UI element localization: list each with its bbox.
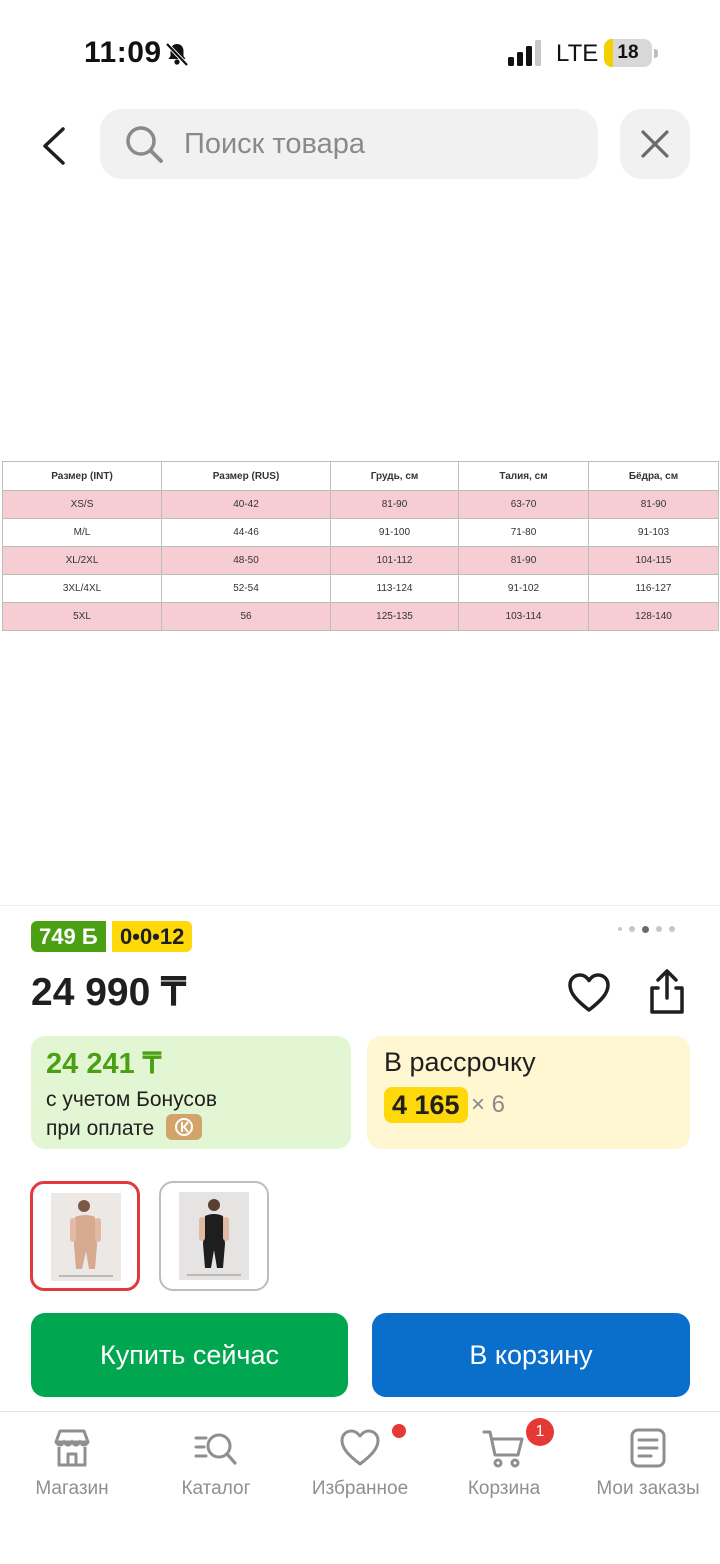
tab-shop[interactable] bbox=[0, 1412, 144, 1512]
size-chart-cell: 113-124 bbox=[331, 575, 459, 603]
size-chart-cell: 44-46 bbox=[162, 519, 331, 547]
bottom-tab-bar bbox=[0, 1411, 720, 1564]
share-icon bbox=[644, 968, 690, 1016]
status-time: 11:09 bbox=[84, 36, 162, 69]
size-chart-cell: 48-50 bbox=[162, 547, 331, 575]
size-chart-image[interactable] bbox=[2, 461, 719, 631]
bonus-price-card[interactable] bbox=[31, 1036, 351, 1149]
installment-title: В рассрочку bbox=[384, 1047, 536, 1077]
size-chart-cell: 52-54 bbox=[162, 575, 331, 603]
signal-icon bbox=[508, 40, 544, 66]
size-chart-header: Размер (INT) bbox=[3, 462, 162, 491]
heart-icon bbox=[566, 970, 612, 1016]
size-chart-cell: 71-80 bbox=[459, 519, 589, 547]
size-chart-cell: 5XL bbox=[3, 603, 162, 631]
size-chart-cell: M/L bbox=[3, 519, 162, 547]
battery-level: 18 bbox=[617, 42, 639, 63]
installment-card[interactable] bbox=[367, 1036, 690, 1149]
color-variant-thumbnail-black[interactable] bbox=[159, 1181, 269, 1291]
product-thumbnail-image bbox=[179, 1192, 249, 1280]
size-chart-cell: 91-102 bbox=[459, 575, 589, 603]
size-chart-cell: 40-42 bbox=[162, 491, 331, 519]
size-chart-row bbox=[3, 491, 719, 519]
bonus-note-line: с учетом Бонусов bbox=[46, 1088, 217, 1111]
bonus-note-line-2 bbox=[46, 1114, 217, 1143]
size-chart-cell: 63-70 bbox=[459, 491, 589, 519]
tab-cart[interactable] bbox=[432, 1412, 576, 1512]
size-chart-cell: XS/S bbox=[3, 491, 162, 519]
size-chart-cell: 104-115 bbox=[589, 547, 719, 575]
divider bbox=[0, 905, 720, 906]
cart-icon bbox=[482, 1426, 526, 1470]
shop-icon bbox=[50, 1426, 94, 1470]
buy-now-button[interactable]: Купить сейчас bbox=[31, 1313, 348, 1397]
tab-label: Избранное bbox=[311, 1478, 409, 1499]
installment-amount: 4 165 bbox=[384, 1087, 468, 1123]
size-chart-header-row bbox=[3, 462, 719, 491]
status-bar bbox=[0, 0, 720, 100]
size-chart-cell: 56 bbox=[162, 603, 331, 631]
bonus-badge: 749 Б bbox=[31, 921, 106, 952]
size-chart-cell: 91-103 bbox=[589, 519, 719, 547]
kaspi-pay-icon bbox=[166, 1114, 202, 1140]
installment-times: × 6 bbox=[471, 1091, 506, 1118]
size-chart-cell: XL/2XL bbox=[3, 547, 162, 575]
bonus-note bbox=[46, 1085, 217, 1143]
size-chart-row bbox=[3, 603, 719, 631]
size-chart-row bbox=[3, 547, 719, 575]
size-chart-header: Талия, см bbox=[459, 462, 589, 491]
heart-icon bbox=[338, 1426, 382, 1470]
size-chart-cell: 81-90 bbox=[459, 547, 589, 575]
tab-label: Каталог bbox=[181, 1478, 251, 1499]
network-type: LTE bbox=[556, 40, 599, 67]
search-bar[interactable] bbox=[100, 109, 598, 179]
share-button[interactable] bbox=[644, 968, 690, 1016]
search-icon bbox=[124, 124, 164, 164]
tab-favorites[interactable] bbox=[288, 1412, 432, 1512]
bell-off-icon bbox=[163, 40, 191, 68]
favorite-button[interactable] bbox=[566, 970, 612, 1016]
pagination-dot bbox=[618, 927, 622, 931]
chevron-left-icon bbox=[39, 125, 69, 167]
tab-my-orders[interactable] bbox=[576, 1412, 720, 1512]
cart-count-badge: 1 bbox=[526, 1418, 554, 1446]
bonus-note-line: при оплате bbox=[46, 1117, 155, 1140]
size-chart-cell: 91-100 bbox=[331, 519, 459, 547]
battery-icon bbox=[604, 39, 658, 67]
size-chart-header: Бёдра, см bbox=[589, 462, 719, 491]
size-chart-cell: 101-112 bbox=[331, 547, 459, 575]
back-button[interactable] bbox=[26, 118, 82, 174]
product-thumbnail-image bbox=[51, 1193, 121, 1281]
size-chart-header: Размер (RUS) bbox=[162, 462, 331, 491]
pagination-dot bbox=[656, 926, 662, 932]
color-variant-thumbnail-beige[interactable] bbox=[30, 1181, 140, 1291]
orders-icon bbox=[626, 1426, 670, 1470]
size-chart-row bbox=[3, 575, 719, 603]
size-chart-header: Грудь, см bbox=[331, 462, 459, 491]
gallery-pagination bbox=[618, 925, 675, 933]
tab-label: Магазин bbox=[35, 1478, 109, 1499]
catalog-search-icon bbox=[194, 1426, 238, 1470]
pagination-dot-active bbox=[642, 926, 649, 933]
size-chart-cell: 81-90 bbox=[589, 491, 719, 519]
tab-catalog[interactable] bbox=[144, 1412, 288, 1512]
size-chart-cell: 128-140 bbox=[589, 603, 719, 631]
size-chart-cell: 3XL/4XL bbox=[3, 575, 162, 603]
size-chart-cell: 81-90 bbox=[331, 491, 459, 519]
close-icon bbox=[640, 129, 670, 159]
installment-plan-badge: 0•0•12 bbox=[112, 921, 192, 952]
pagination-dot bbox=[669, 926, 675, 932]
favorites-notification-dot bbox=[392, 1424, 406, 1438]
size-chart-cell: 125-135 bbox=[331, 603, 459, 631]
search-input[interactable] bbox=[184, 109, 584, 179]
size-chart-cell: 103-114 bbox=[459, 603, 589, 631]
add-to-cart-button[interactable]: В корзину bbox=[372, 1313, 690, 1397]
tab-label: Мои заказы bbox=[596, 1478, 700, 1499]
product-price: 24 990 ₸ bbox=[31, 971, 186, 1014]
size-chart-row bbox=[3, 519, 719, 547]
close-button[interactable] bbox=[620, 109, 690, 179]
bonus-price: 24 241 ₸ bbox=[46, 1048, 162, 1080]
pagination-dot bbox=[629, 926, 635, 932]
tab-label: Корзина bbox=[467, 1478, 541, 1499]
size-chart-cell: 116-127 bbox=[589, 575, 719, 603]
